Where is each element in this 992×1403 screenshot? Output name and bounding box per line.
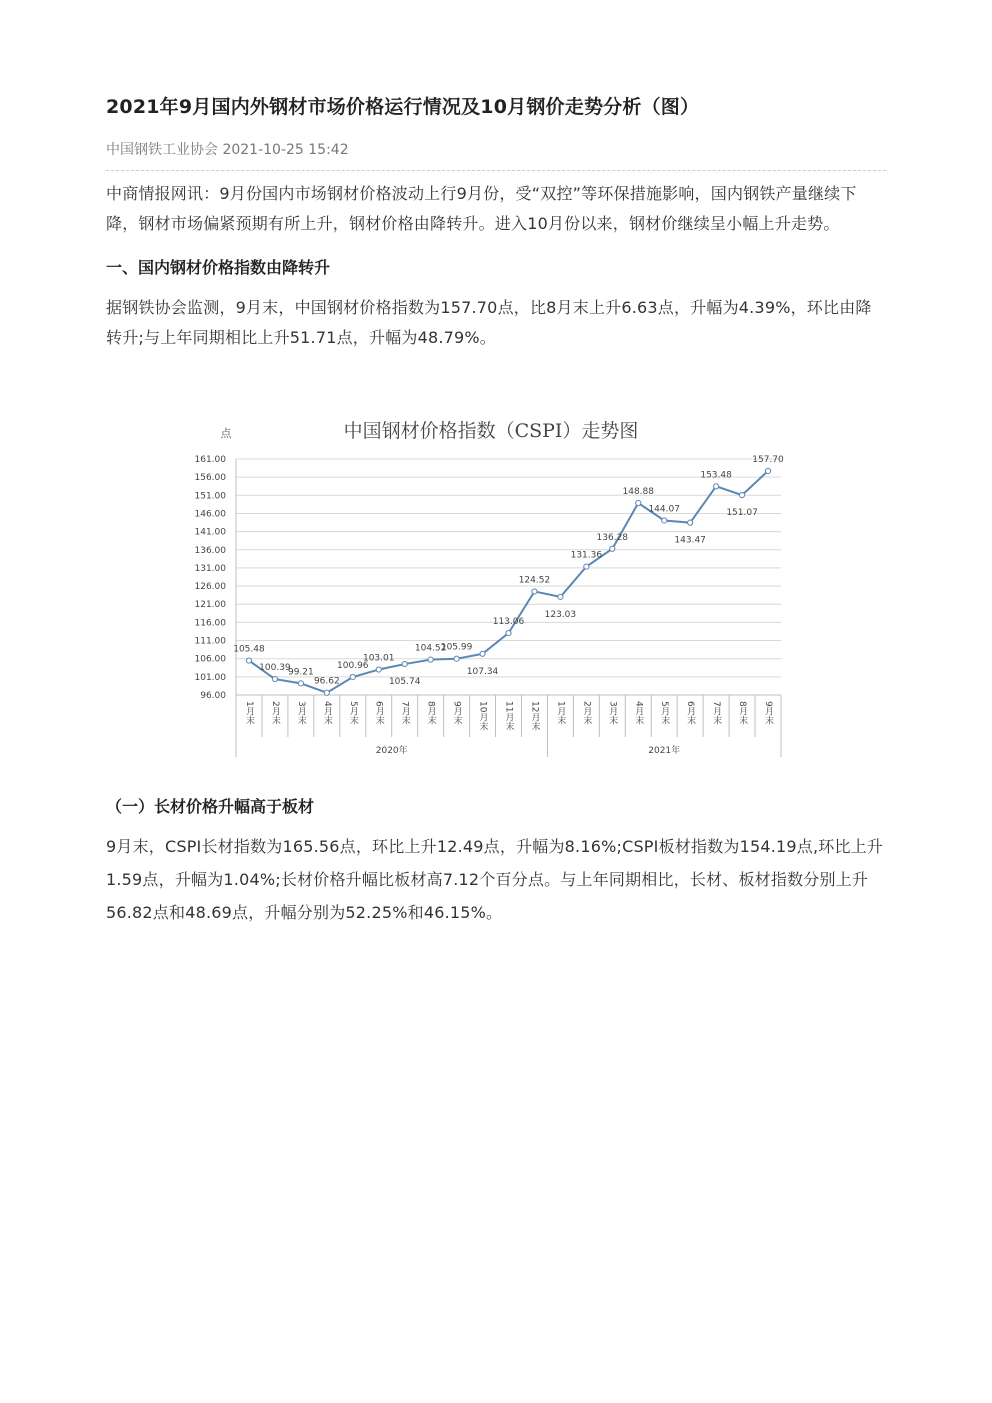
- data-label: 124.52: [518, 575, 551, 586]
- data-label: 100.96: [337, 660, 369, 671]
- data-label: 153.48: [700, 470, 732, 481]
- data-point: [324, 690, 329, 695]
- x-tick-label: 3月末: [295, 701, 306, 725]
- data-point: [584, 564, 589, 569]
- data-point: [298, 681, 303, 686]
- data-point: [428, 657, 433, 662]
- x-tick-label: 6月末: [373, 701, 384, 725]
- data-label: 151.07: [726, 508, 758, 519]
- x-tick-label: 1月末: [555, 701, 566, 725]
- data-label: 105.74: [388, 677, 421, 688]
- data-label: 103.01: [362, 653, 395, 664]
- series-line: [249, 471, 768, 693]
- group-label: 2021年: [648, 746, 681, 756]
- data-point: [610, 546, 615, 551]
- x-tick-label: 4月末: [321, 701, 332, 725]
- group-label: 2020年: [375, 746, 408, 756]
- x-tick-label: 12月末: [529, 701, 540, 731]
- y-tick-label: 156.00: [194, 473, 226, 484]
- data-point: [272, 676, 277, 681]
- data-label: 100.39: [259, 663, 291, 674]
- x-tick-label: 6月末: [685, 701, 696, 725]
- x-tick-label: 7月末: [399, 701, 410, 725]
- data-label: 107.34: [466, 666, 499, 677]
- data-point: [454, 656, 459, 661]
- data-point: [765, 468, 770, 473]
- y-tick-label: 151.00: [194, 491, 226, 502]
- data-label: 105.99: [440, 642, 473, 653]
- data-point: [402, 661, 407, 666]
- y-tick-label: 96.00: [200, 691, 226, 701]
- data-point: [480, 651, 485, 656]
- article: [106, 86, 886, 369]
- article-title: 2021年9月国内外钢材市场价格运行情况及10月钢价走势分析（图）: [106, 96, 700, 118]
- intro-paragraph: 中商情报网讯：9月份国内市场钢材价格波动上行9月份，受“双控”等环保措施影响，国内钢铁产量继续下降，钢材市场偏紧预期有所上升，钢材价格由降转升。进入10月份以来，钢材价继续呈小幅上升走势。: [106, 184, 857, 233]
- x-tick-label: 5月末: [347, 701, 358, 725]
- chart-title: 中国钢材价格指数（CSPI）走势图: [343, 420, 639, 442]
- data-point: [558, 594, 563, 599]
- x-tick-label: 2月末: [581, 701, 592, 725]
- data-label: 148.88: [622, 487, 655, 498]
- x-tick-label: 2月末: [269, 701, 280, 725]
- y-tick-label: 106.00: [194, 654, 226, 665]
- subsection-heading: （一）长材价格升幅高于板材: [106, 797, 315, 816]
- x-tick-label: 8月末: [425, 701, 436, 725]
- x-tick-label: 4月末: [633, 701, 644, 725]
- y-tick-label: 126.00: [194, 582, 226, 593]
- data-point: [246, 658, 251, 663]
- data-label: 105.48: [233, 644, 265, 655]
- y-tick-label: 101.00: [194, 672, 226, 683]
- data-label: 143.47: [674, 535, 706, 546]
- article-datetime: 2021-10-25 15:42: [222, 142, 349, 158]
- y-tick-label: 141.00: [194, 527, 226, 538]
- article-meta: [106, 140, 886, 160]
- data-label: 157.70: [752, 454, 784, 465]
- y-tick-label: 136.00: [194, 545, 226, 556]
- data-point: [714, 484, 719, 489]
- section-heading: 一、国内钢材价格指数由降转升: [106, 258, 331, 277]
- x-tick-label: 5月末: [659, 701, 670, 725]
- x-tick-label: 8月末: [737, 701, 748, 725]
- data-point: [739, 492, 744, 497]
- cspi-chart-svg: [186, 405, 786, 765]
- x-tick-label: 9月末: [451, 701, 462, 725]
- y-tick-label: 146.00: [194, 509, 226, 520]
- divider: [106, 170, 886, 171]
- data-point: [350, 674, 355, 679]
- data-label: 144.07: [648, 504, 680, 515]
- x-tick-label: 9月末: [763, 701, 774, 725]
- x-tick-label: 10月末: [477, 701, 488, 731]
- data-label: 113.06: [492, 617, 525, 628]
- data-label: 99.21: [287, 667, 314, 678]
- data-label: 104.52: [414, 643, 447, 654]
- cspi-chart: [186, 405, 786, 765]
- y-tick-label: 121.00: [194, 600, 226, 611]
- x-tick-label: 3月末: [607, 701, 618, 725]
- y-tick-label: 111.00: [194, 636, 226, 647]
- y-tick-label: 161.00: [194, 455, 226, 465]
- x-tick-label: 11月末: [503, 701, 514, 731]
- x-tick-label: 7月末: [711, 701, 722, 725]
- y-tick-label: 116.00: [194, 618, 226, 629]
- article-source: 中国钢铁工业协会: [106, 142, 218, 158]
- data-label: 96.62: [313, 676, 340, 687]
- data-label: 123.03: [544, 609, 577, 620]
- data-point: [688, 520, 693, 525]
- section-paragraph: 据钢铁协会监测，9月末，中国钢材价格指数为157.70点，比8月末上升6.63点，升幅为4.39%，环比由降转升;与上年同期相比上升51.71点，升幅为48.79%。: [106, 298, 872, 347]
- chart-ylabel: 点: [220, 427, 232, 440]
- subsection-paragraph: 9月末，CSPI长材指数为165.56点，环比上升12.49点，升幅为8.16%;CSPI板材指数为154.19点,环比上升1.59点，升幅为1.04%;长材价格升幅比板材高7.12个百分点。与上年同期相比，长材、板材指数分别上升56.82点和48.69点，升幅分别为52.25%和46.15%。: [106, 837, 884, 922]
- data-label: 131.36: [570, 550, 603, 561]
- data-point: [532, 589, 537, 594]
- data-point: [376, 667, 381, 672]
- data-label: 136.28: [596, 532, 629, 543]
- data-point: [636, 500, 641, 505]
- y-tick-label: 131.00: [194, 563, 226, 574]
- data-point: [662, 518, 667, 523]
- x-tick-label: 1月末: [243, 701, 254, 725]
- data-point: [506, 630, 511, 635]
